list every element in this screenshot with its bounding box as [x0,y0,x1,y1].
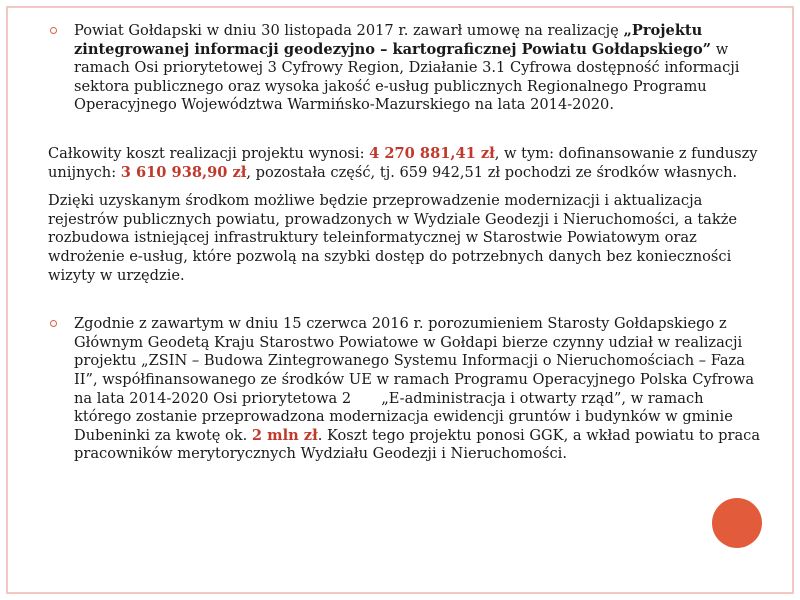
bullet-circle-icon [50,27,57,34]
decorative-circle [712,498,762,548]
text-segment: , pozostała część, tj. 659 942,51 zł pochodzi ze środków własnych. [246,163,738,181]
text-segment: w ramach Osi priorytetowej 3 Cyfrowy Region, Działanie 3.1 Cyfrowa dostępność informacji sektora publicznego oraz wysoka jakość e-usług publicznych Regionalnego Programu Operacyjnego Województwa Warmińsko-Mazurskiego na lata 2014-2020. [74,40,740,114]
text-segment: Całkowity koszt realizacji projektu wynosi: [48,144,370,162]
cost-paragraph [46,145,762,182]
text-segment: „E-administracja i otwarty rząd”, w ramach którego zostanie przeprowadzona modernizacja ewidencji gruntów i budynków w gminie Dubeninki za kwotę ok. [74,389,733,444]
total-cost-amount: 4 270 881,41 zł [369,144,495,162]
eu-funding-amount: 3 610 938,90 zł [120,163,247,181]
frame-top [6,6,794,8]
bullet-text [72,22,762,115]
bullet-text [72,315,762,464]
project-name: „Projektu zintegrowanej informacji geodezyjno – kartograficznej Powiatu Gołdapskiego” [74,22,712,58]
text-segment: . Koszt tego projektu ponosi GGK, a wkład powiatu to praca pracowników merytorycznych Wydziału Geodezji i Nieruchomości. [74,426,761,463]
text-segment: Powiat Gołdapski w dniu 30 listopada 2017 r. zawarł umowę na realizację [74,22,624,39]
zsin-amount: 2 mln zł [251,426,318,444]
text-segment: Zgodnie z zawartym w dniu 15 czerwca 2016 r. porozumieniem Starosty Gołdapskiego z Głównym Geodetą Kraju Starostwo Powiatowe w Gołdapi bierze czynny udział w realizacji projektu „ZSIN – Budowa Zintegrowanego Systemu Informacji o Nieruchomościach – Faza II”, współfinansowanego ze środków UE w ramach Programu Operacyjnego Polska Cyfrowa na lata 2014-2020 Osi priorytetowa 2 [74,315,755,407]
frame-right [792,6,794,594]
bullet-item-zsin-project [46,315,762,464]
slide-content [46,22,762,464]
bullet-circle-icon [50,320,57,327]
text-segment: , w tym: dofinansowanie z funduszy unijnych: [48,144,758,181]
bullet-item-project-agreement [46,22,762,115]
frame-bottom [6,592,794,594]
benefits-paragraph: Dzięki uzyskanym środkom możliwe będzie przeprowadzenie modernizacji i aktualizacja rejestrów publicznych powiatu, prowadzonych w Wydziale Geodezji i Nieruchomości, a także rozbudowa istniejącej infrastruktury teleinformatycznej w Starostwie Powiatowym oraz wdrożenie e-usług, które pozwolą na szybki dostęp do potrzebnych danych bez konieczności wizyty w urzędzie. [48,192,738,284]
frame-left [6,6,8,594]
